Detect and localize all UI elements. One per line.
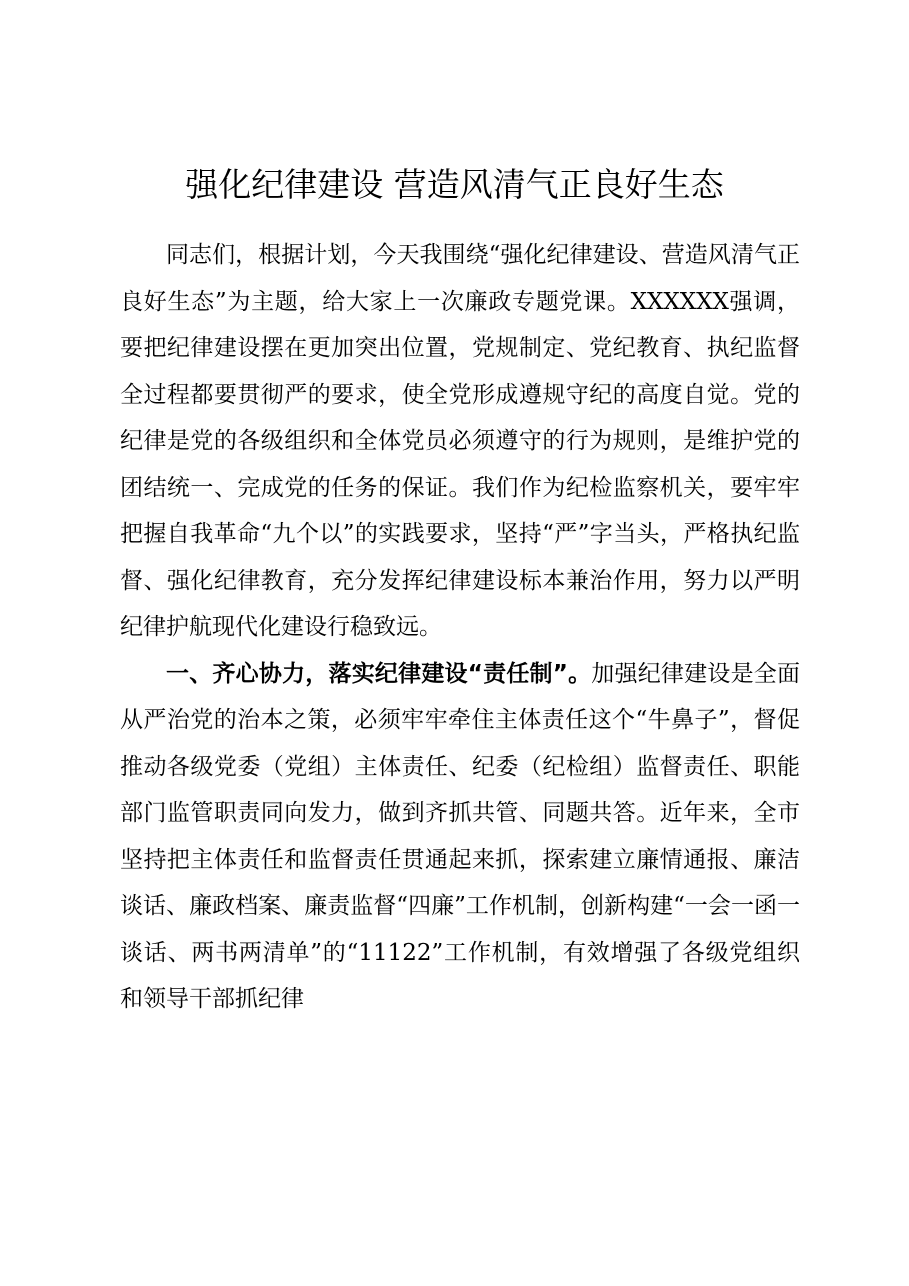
section-1-heading: 一、齐心协力，落实纪律建设“责任制”。 [166, 660, 592, 687]
document-title: 强化纪律建设 营造风清气正良好生态 [185, 165, 724, 204]
section-1-text: 加强纪律建设是全面从严治党的治本之策，必须牢牢牵住主体责任这个“牛鼻子”，督促推动各级党委（党组）主体责任、纪委（纪检组）监督责任、职能部门监管职责同向发力，做到齐抓共管、同题共答。近年来，全市坚持把主体责任和监督责任贯通起来抓，探索建立廉情通报、廉洁谈话、廉政档案、廉责监督“四廉”工作机制，创新构建“一会一函一谈话、两书两清单”的“11122”工作机制，有效增强了各级党组织和领导干部抓纪律 [120, 660, 801, 1012]
intro-paragraph: 同志们，根据计划，今天我围绕“强化纪律建设、营造风清气正良好生态”为主题，给大家上一次廉政专题党课。XXXXXX强调，要把纪律建设摆在更加突出位置，党规制定、党纪教育、执纪监督全过程都要贯彻严的要求，使全党形成遵规守纪的高度自觉。党的纪律是党的各级组织和全体党员必须遵守的行为规则，是维护党的团结统一、完成党的任务的保证。我们作为纪检监察机关，要牢牢把握自我革命“九个以”的实践要求，坚持“严”字当头，严格执纪监督、强化纪律教育，充分发挥纪律建设标本兼治作用，努力以严明纪律护航现代化建设行稳致远。 [120, 242, 800, 640]
document-body [120, 232, 800, 1023]
section-1-paragraph [120, 651, 800, 1023]
